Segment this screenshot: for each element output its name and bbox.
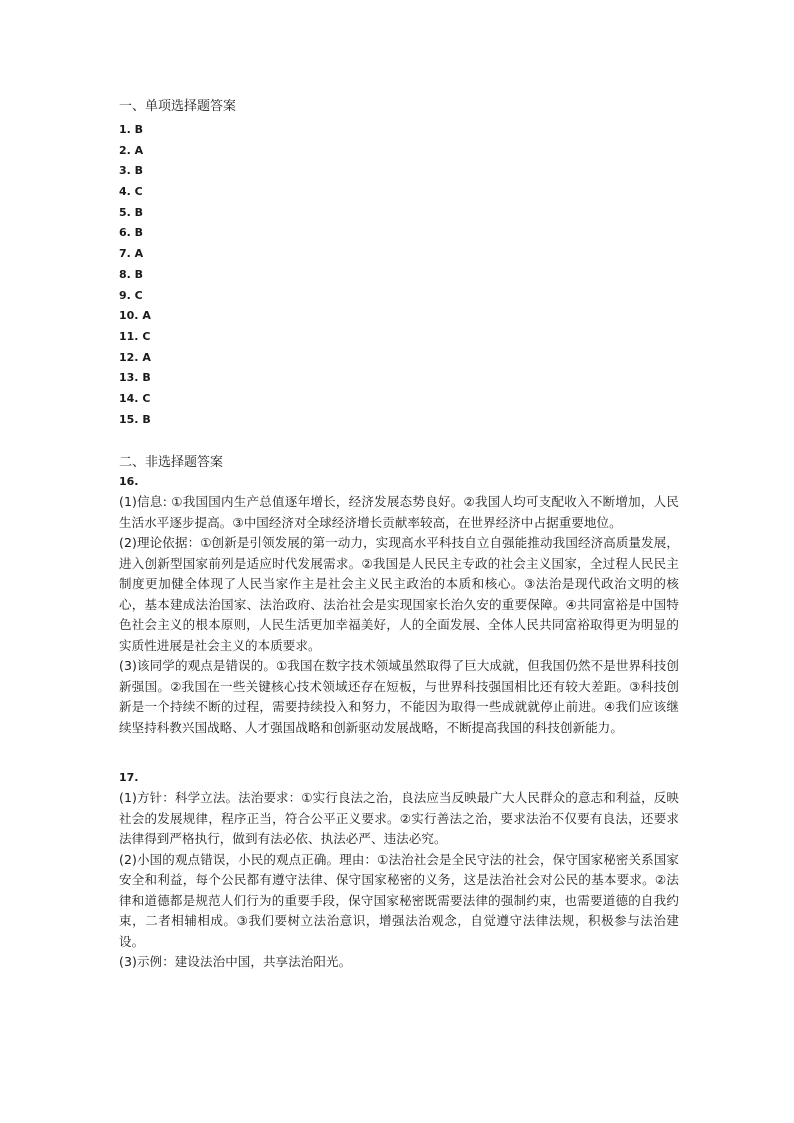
answer-item: 12. A: [119, 350, 151, 364]
answer-item: 14. C: [119, 391, 151, 405]
answer-paragraph: (2)理论依据：①创新是引领发展的第一动力，实现高水平科技自立自强能推动我国经济高质量发展，进入创新型国家前列是适应时代发展需求。②我国是人民民主专政的社会主义国家，全过程人民民主制度更加健全体现了人民当家作主是社会主义民主政治的本质和核心。③法治是现代政治文明的核心，基本建成法治国家、法治政府、法治社会是实现国家长治久安的重要保障。④共同富裕是中国特色社会主义的根本原则，人民生活更加幸福美好，人的全面发展、全体人民共同富裕取得更为明显的实质性进展是社会主义的本质要求。: [119, 535, 679, 653]
answer-item: 7. A: [119, 247, 144, 261]
section-non-choice: [119, 454, 679, 973]
question-number: 17.: [119, 771, 139, 785]
answer-item: 2. A: [119, 143, 144, 157]
answer-item: 1. B: [119, 123, 144, 136]
answer-item: 8. B: [119, 267, 144, 281]
answer-item: 10. A: [119, 309, 151, 323]
document-content: [119, 98, 679, 973]
answer-item: 11. C: [119, 329, 151, 343]
answer-item: 13. B: [119, 371, 151, 385]
spacer: [119, 738, 679, 768]
answer-item: 9. C: [119, 288, 143, 302]
answer-paragraph: (2)小国的观点错误，小民的观点正确。理由：①法治社会是全民守法的社会，保守国家秘密关系国家安全和利益，每个公民都有遵守法律、保守国家秘密的义务，这是法治社会对公民的基本要求。②法律和道德都是规范人们行为的重要手段，保守国家秘密既需要法律的强制约束，也需要道德的自我约束，二者相辅相成。③我们要树立法治意识，增强法治观念，自觉遵守法律法规，积极参与法治建设。: [119, 851, 679, 949]
answer-paragraph: (3)示例：建设法治中国，共享法治阳光。: [119, 954, 352, 970]
section2-heading: 二、非选择题答案: [119, 455, 224, 471]
answer-item: 3. B: [119, 164, 144, 178]
answer-item: 5. B: [119, 205, 144, 219]
question-16: [119, 472, 679, 738]
answer-item: 4. C: [119, 185, 143, 199]
question-17: [119, 768, 679, 973]
section-single-choice: [119, 98, 679, 430]
answer-item: 6. B: [119, 226, 144, 240]
answer-paragraph: (1)方针：科学立法。法治要求：①实行良法之治，良法应当反映最广大人民群众的意志和利益，反映社会的发展规律，程序正当，符合公平正义要求。②实行善法之治，要求法治不仅要有良法，还要求法律得到严格执行，做到有法必依、执法必严、违法必究。: [119, 790, 679, 847]
answer-paragraph: (3)该同学的观点是错误的。①我国在数字技术领域虽然取得了巨大成就，但我国仍然不是世界科技创新强国。②我国在一些关键核心技术领域还存在短板，与世界科技强国相比还有较大差距。③科技创新是一个持续不断的过程，需要持续投入和努力，不能因为取得一些成就就停止前进。④我们应该继续坚持科教兴国战略、人才强国战略和创新驱动发展战略，不断提高我国的科技创新能力。: [119, 658, 679, 735]
answer-paragraph: (1)信息: ①我国国内生产总值逐年增长，经济发展态势良好。②我国人均可支配收入不断增加，人民生活水平逐步提高。③中国经济对全球经济增长贡献率较高，在世界经济中占据重要地位。: [119, 494, 679, 530]
answer-list: [119, 120, 679, 430]
question-number: 16.: [119, 475, 139, 489]
answer-item: 15. B: [119, 412, 151, 426]
section1-heading: 一、单项选择题答案: [119, 99, 237, 114]
